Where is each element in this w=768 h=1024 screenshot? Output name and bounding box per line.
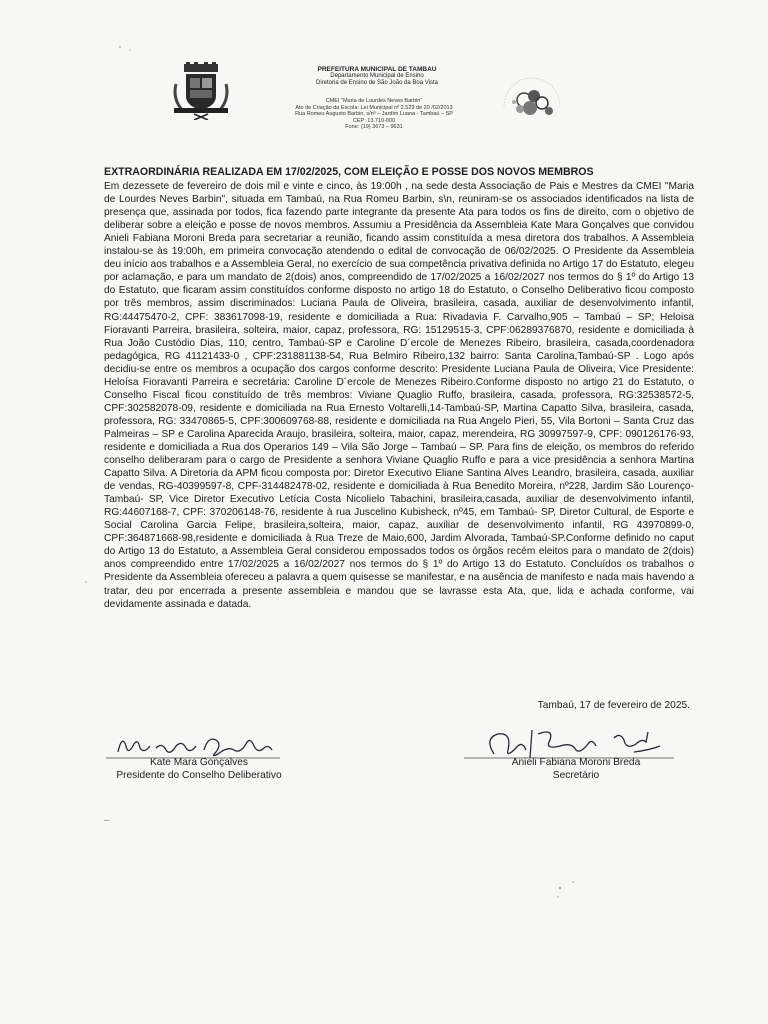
stray-mark: – <box>104 815 110 826</box>
cmei-address: Rua Romeu Augusto Barbin, s/nº – Jardim Luana - Tambaú – SP <box>295 111 453 118</box>
cmei-name: CMEI "Maria de Lourdes Neves Barbin" <box>325 98 423 104</box>
department: Departamento Municipal de Ensino <box>330 73 424 79</box>
minutes-body: Em dezessete de fevereiro de dois mil e vinte e cinco, às 19:00h , na sede desta Associação de Pais e Mestres da CMEI "Maria de Lourdes Neves Barbin", situada em Tambaú, na Rua Romeu Barbin, s\n, reuniram-se os associados identificados na lista de presença que, assinada por todos, fica fazendo parte integrante da presente Ata para todos os fins de direito, com o objetivo de deliberar sobre a eleição e posse de novos membros. Assumiu a Presidência da Assembleia Kate Mara Gonçalves que convidou Anieli Fabiana Moroni Breda para secretariar a reunião, ficando assim constituída a mesa diretora dos trabalhos. A Assembleia instalou-se às 19:00h, em primeira convocação atendendo o edital de convocação de 06/02/2025. O Presidente da Assembleia deu início aos trabalhos e a Assembleia Geral, no exercício de sua competência privativa definida no Artigo 17 do Estatuto, elegeu por aclamação, e para um mandato de 2(dois) anos, compreendido de 17/02/2025 a 16/02/2027 nos termos do § 1º do Artigo 13 do Estatuto, que ficaram assim constituídos conforme disposto no artigo 18 do Estatuto, o Conselho Deliberativo ficou composto por três membros, assim discriminados: Luciana Paula de Oliveira, brasileira, casada, auxiliar de desenvolvimento infantil, RG:44475470-2, CPF: 383617098-19, residente e domiciliada a Rua: Rivadavia F. Carvalho,905 – Tambaú – SP; Heloisa Fioravanti Parreira, brasileira, solteira, maior, capaz, professora, RG: 15129515-3, CPF:06289376870, residente e domiciliada à Rua João Custódio Dias, 110, centro, Tambaú-SP e Caroline D´ercole de Menezes Ribeiro, brasileira, casada,coordenadora pedagógica, RG 41121433-0 , CPF:231881138-54, Rua Belmiro Ribeiro,132 bairro: Santa Carolina,Tambaú-SP . Logo após decidiu-se entre os membros a ocupação dos cargos conforme descrito: Presidente Luciana Paula de Oliveira, Vice Presidente: Heloísa Fioravanti Parreira e secretária: Caroline D´ercole de Menezes Ribeiro.Conforme disposto no artigo 21 do Estatuto, o Conselho Fiscal ficou constituído de três membros: Viviane Quaglio Ruffo, brasileira, casada, professora, RG:32538572-5, CPF:302582078-09, residente e domiciliada na Rua Ernesto Voltarelli,14-Tambaú-SP, Martina Capatto Silva, brasileira, casada, professora, RG: 33470865-5, CPF:300609768-88, residente e domiciliada na Rua Angelo Pieri, 55, Vila Bortoni – Santa Cruz das Palmeiras – SP e Carolina Aparecida Araujo, brasileira, solteira, maior, capaz, merendeira, RG 30997597-9, CPF: 090126176-93, residente e domiciliada a Rua dos Operarios 149 – Vila São Jorge – Tambaú – SP. Para fins de eleição, os membros do referido conselho deliberaram para o cargo de Presidente a senhora Viviane Quaglio Ruffo e para a vice presidência a senhora Martina Capatto Silva. A Diretoria da APM ficou composta por: Diretor Executivo Eliane Santina Alves Leandro, brasileira, casada, auxiliar de vendas, RG-40399597-8, CPF-314482478-02, residente e domiciliada à Rua Benedito Moreira, nº228, Jardim São Lourenço- Tambaú- SP, Vice Diretor Executivo Letícia Costa Nicolielo Tabachini, brasileira,casada, auxiliar de desenvolvimento infantil, RG:44607168-7, CPF: 370206148-76, residente à rua Juscelino Kubisheck, nº45, em Tambaú- SP, Diretor Cultural, de Esporte e Social Carolina Garcia Felipe, brasileira,solteira, maior, capaz, auxiliar de desenvolvimento infantil, RG 43970899-0, CPF:364871668-98,residente e domiciliada à Rua Treze de Maio,600, Jardim Alvorada, Tambaú-SP.Conforme definido no caput do Artigo 13 do Estatuto, a Assembleia Geral considerou empossados todos os órgãos recém eleitos para o mandato de 2(dois) anos compreendido entre 17/02/2025 a 16/02/2027 nos termos do § 1º do Artigo 13 do Estatuto. Concluídos os trabalhos o Presidente da Assembleia ofereceu a palavra a quem quisesse se manifestar, e na ausência de manifesto e nada mais havendo a tratar, deu por encerrada a presente assembleia e mandou que se lavrasse esta Ata, que, lida e achada conforme, vai devidamente assinada e datada. <box>104 181 694 610</box>
place-and-date: Tambaú, 17 de fevereiro de 2025. <box>537 700 690 711</box>
document-title: EXTRAORDINÁRIA REALIZADA EM 17/02/2025, COM ELEIÇÃO E POSSE DOS NOVOS MEMBROS <box>104 166 594 178</box>
secretary-name: Anieli Fabiana Moroni Breda <box>511 757 641 768</box>
president-role: Presidente do Conselho Deliberativo <box>116 770 282 781</box>
creation-act: Ato de Criação da Escola: Lei Municipal nº 2.529 de 20 /02/2013 <box>295 104 453 111</box>
org-title: PREFEITURA MUNICIPAL DE TAMBAU <box>317 66 437 73</box>
president-name: Kate Mara Gonçalves <box>150 757 248 768</box>
cmei-cep: CEP: 13.710-000 <box>352 117 396 124</box>
cmei-phone: Fone: (19) 3673 – 9631 <box>345 124 403 131</box>
secretary-role: Secretário <box>552 770 600 781</box>
diretoria: Diretoria de Ensino de São João da Boa Vista <box>316 80 438 86</box>
